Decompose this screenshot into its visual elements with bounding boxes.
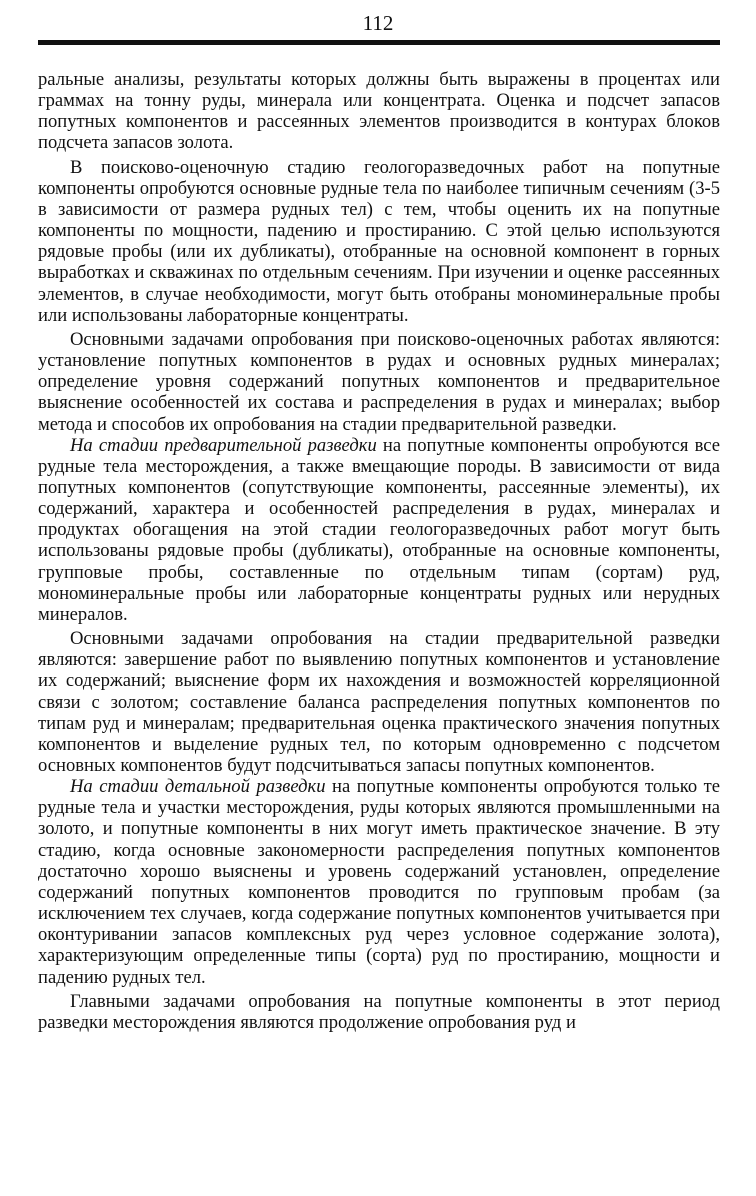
paragraph xyxy=(38,69,720,154)
paragraph xyxy=(38,435,720,625)
paragraph-text: ральные анализы, результаты которых должны быть выражены в процентах или граммах на тонну руды, минерала или концентрата. Оценка и подсчет запасов попутных компонентов и рассеянных элементов производится в контурах блоков подсчета запасов золота. xyxy=(38,69,720,154)
paragraph-text: Главными задачами опробования на попутные компоненты в этот период разведки месторождения являются продолжение опробования руд и xyxy=(38,990,720,1033)
paragraph xyxy=(38,628,720,776)
paragraph xyxy=(38,329,720,435)
paragraph-text: на попутные компоненты опробуются только те рудные тела и участки месторождения, руды которых являются промышленными на золото, и попутные компоненты в них могут иметь практическое значение. В эту стадию, когда основные закономерности распределения попутных компонентов достаточно хорошо выяснены и уровень содержаний установлен, определение содержаний попутных компонентов проводится по групповым пробам (за исключением тех случаев, когда содержание попутных компонентов учитывается при оконтуривании запасов комплексных руд через условное содержание золота), характеризующим определенные типы (сорта) руд по простиранию, мощности и падению рудных тел. xyxy=(38,776,720,988)
paragraph xyxy=(38,157,720,326)
paragraph-text: В поисково-оценочную стадию геологоразведочных работ на попутные компоненты опробуются основные рудные тела по наиболее типичным сечениям (3-5 в зависимости от размера рудных тел) с тем, чтобы оценить их на попутные компоненты по мощности, падению и простиранию. С этой целью используются рядовые пробы (или их дубликаты), отобранные на основной компонент в горных выработках и скважинах по отдельным сечениям. При изучении и оценке рассеянных элементов, в случае необходимости, могут быть отобраны мономинеральные пробы или использованы лабораторные концентраты. xyxy=(38,156,720,326)
page-number: 112 xyxy=(362,11,394,35)
page-text xyxy=(38,69,720,1033)
paragraph-text: на попутные компоненты опробуются все рудные тела месторождения, а также вмещающие породы. В зависимости от вида попутных компонентов (сопутствующие компоненты, рассеянные элементы), их содержаний, характера и особенностей распределения в рудах, минералах и продуктах обогащения на этой стадии геологоразведочных работ могут быть использованы рядовые пробы (дубликаты), отобранные на основные компоненты, групповые пробы, составленные по отдельным типам (сортам) руд, мономинеральные пробы или лабораторные концентраты рудных или нерудных минералов. xyxy=(38,434,720,625)
paragraph-lead-italic: На стадии детальной разведки xyxy=(70,776,326,798)
paragraph-text: Основными задачами опробования на стадии предварительной разведки являются: завершение работ по выявлению попутных компонентов и установление их содержаний; выяснение форм их нахождения и возможностей корреляционной связи с золотом; составление баланса распределения попутных компонентов по типам руд и минералам; предварительная оценка практического значения попутных компонентов и выделение рудных тел, по которым одновременно с подсчетом основных компонентов будут подсчитываться запасы попутных компонентов. xyxy=(38,628,720,776)
paragraph-lead-italic: На стадии предварительной разведки xyxy=(70,434,377,456)
paragraph xyxy=(38,991,720,1033)
header-rule xyxy=(38,40,720,45)
paragraph xyxy=(38,776,720,988)
paragraph-text: Основными задачами опробования при поисково-оценочных работах являются: установление попутных компонентов в рудах и основных рудных минералах; определение уровня содержаний попутных компонентов и предварительное выяснение особенностей их состава и распределения в рудах и минералах; выбор метода и способов их опробования на стадии предварительной разведки. xyxy=(38,328,720,435)
